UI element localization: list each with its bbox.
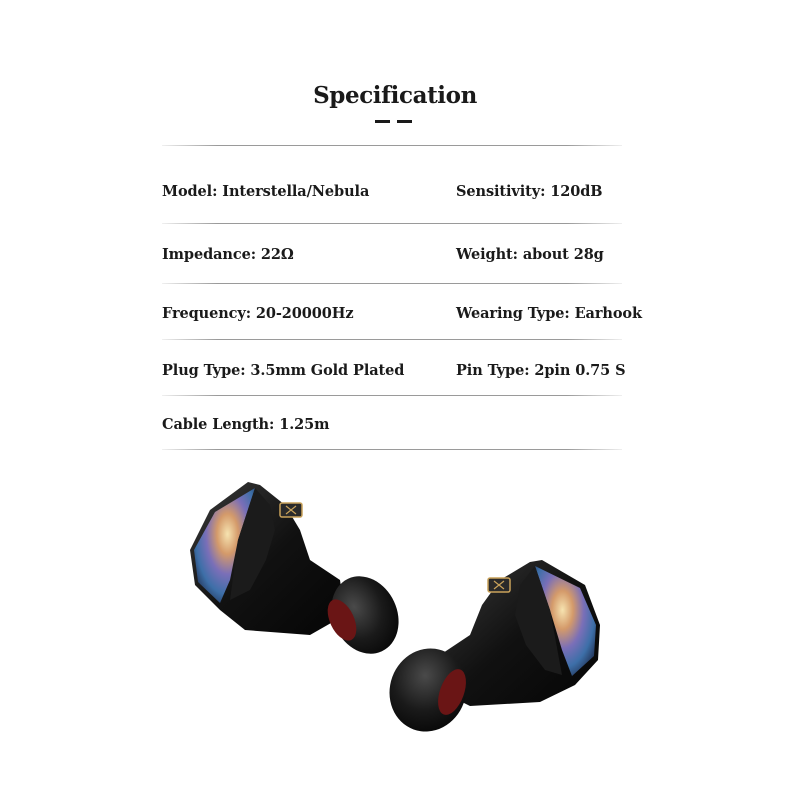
rule-4 — [162, 395, 622, 396]
spec-weight: Weight: about 28g — [456, 246, 604, 263]
spec-impedance: Impedance: 22Ω — [162, 246, 294, 263]
rule-bottom — [162, 449, 622, 450]
rule-top — [162, 145, 622, 146]
spec-model: Model: Interstella/Nebula — [162, 183, 370, 200]
rule-1 — [162, 223, 622, 224]
title-underline-dash-left — [375, 120, 390, 123]
spec-pin-type: Pin Type: 2pin 0.75 S — [456, 362, 626, 379]
page-title: Specification — [313, 82, 477, 109]
left-earphone — [190, 482, 411, 665]
title-underline-dash-right — [397, 120, 412, 123]
spec-plug-type: Plug Type: 3.5mm Gold Plated — [162, 362, 405, 379]
rule-3 — [162, 339, 622, 340]
earphones-image — [170, 470, 630, 760]
rule-2 — [162, 283, 622, 284]
right-earphone — [378, 560, 600, 742]
spec-cable-length: Cable Length: 1.25m — [162, 416, 330, 433]
spec-frequency: Frequency: 20-20000Hz — [162, 305, 354, 322]
spec-sensitivity: Sensitivity: 120dB — [456, 183, 603, 200]
spec-wearing-type: Wearing Type: Earhook — [456, 305, 642, 322]
